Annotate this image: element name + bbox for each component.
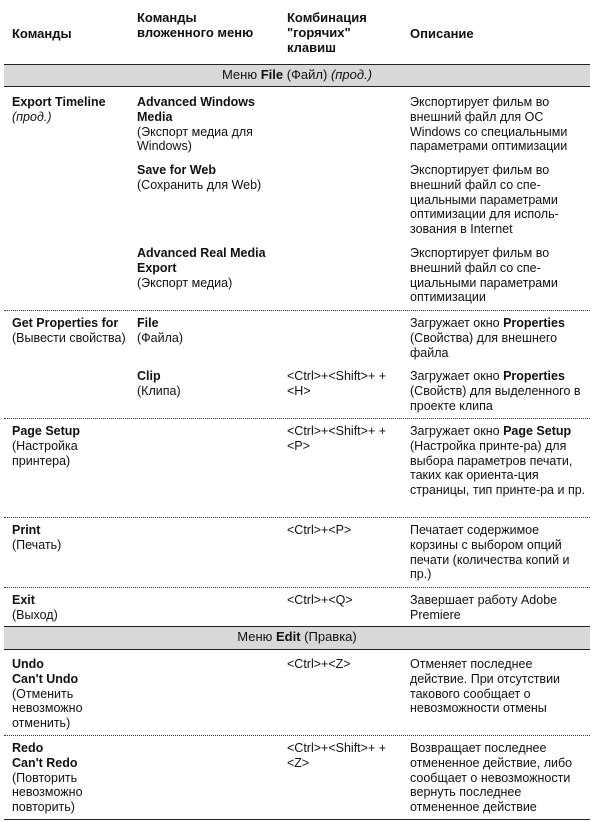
desc-clip-properties xyxy=(410,369,586,413)
header-commands: Команды xyxy=(12,26,72,41)
submenu-translation: (Экспорт медиа для Windows) xyxy=(137,124,253,154)
desc-pre: Загружает окно xyxy=(410,424,504,438)
desc-undo: Отменяет последнее действие. При отсутствии такового сообщает о невозможности отмены xyxy=(410,657,561,716)
desc-pre: Загружает окно xyxy=(410,316,504,330)
exit-cell xyxy=(12,593,130,623)
desc-post: (Свойства) для внешнего файла xyxy=(410,330,558,360)
desc-adv-real-media: Экспортирует фильм во внешний файл со спе-циальными параметрами оптимизации xyxy=(410,246,558,305)
hotkey-undo: <Ctrl>+<Z> xyxy=(287,657,351,671)
print-translation: (Печать) xyxy=(12,537,62,552)
desc-bold: Properties xyxy=(503,369,565,383)
desc-post: (Свойств) для выделенного в проекте клипа xyxy=(410,383,581,413)
desc-pre: Загружает окно xyxy=(410,369,504,383)
cant-redo-cmd: Can't Redo xyxy=(12,755,78,770)
hotkey-print: <Ctrl>+<P> xyxy=(287,523,352,537)
print-cell xyxy=(12,523,130,553)
section-edit-prefix: Меню xyxy=(237,629,276,644)
row-divider xyxy=(4,517,590,518)
submenu-translation: (Файла) xyxy=(137,330,184,345)
submenu-adv-windows-media xyxy=(137,95,281,154)
exit-cmd: Exit xyxy=(12,593,35,607)
page-setup-translation: (Настройка принтера) xyxy=(12,438,78,468)
submenu-clip xyxy=(137,369,281,399)
get-properties-cell xyxy=(12,316,130,346)
section-edit-paren: (Правка) xyxy=(300,629,357,644)
desc-adv-windows-media: Экспортирует фильм во внешний файл для ОС Windows со специальными параметрами оптимизации xyxy=(410,95,568,154)
submenu-translation: (Клипа) xyxy=(137,383,181,398)
desc-redo: Возвращает последнее отмененное действие, либо сообщает о невозможности вернуть последнее отмененное действие xyxy=(410,741,573,815)
page-setup-cell xyxy=(12,424,130,468)
page-setup-cmd: Page Setup xyxy=(12,424,81,438)
export-timeline-note: (прод.) xyxy=(12,109,52,124)
desc-bold: Properties xyxy=(503,316,565,330)
cant-undo-cmd: Can't Undo xyxy=(12,671,79,686)
desc-save-for-web: Экспортирует фильм во внешний файл со спе-циальными параметрами оптимизации для исполь-зования в Internet xyxy=(410,163,559,237)
undo-cmd: Undo xyxy=(12,657,44,671)
submenu-name: Advanced Windows Media xyxy=(137,95,255,124)
submenu-name: Clip xyxy=(137,369,161,383)
table-bottom-rule xyxy=(4,819,590,820)
row-divider xyxy=(4,310,590,311)
section-band-edit xyxy=(4,626,590,650)
hotkey-clip: <Ctrl>+<Shift>+ +<H> xyxy=(287,369,387,398)
section-file-cont: (прод.) xyxy=(330,67,373,82)
submenu-translation: (Экспорт медиа) xyxy=(137,275,233,290)
redo-cmd: Redo xyxy=(12,741,44,755)
section-file-prefix: Меню xyxy=(221,67,261,82)
row-divider xyxy=(4,587,590,588)
exit-translation: (Выход) xyxy=(12,607,58,622)
hotkey-exit: <Ctrl>+<Q> xyxy=(287,593,353,607)
submenu-save-for-web xyxy=(137,163,281,193)
row-divider xyxy=(4,735,590,736)
row-divider xyxy=(4,418,590,419)
redo-cell xyxy=(12,741,130,815)
undo-translation: (Отменить невозможно отменить) xyxy=(12,686,83,731)
section-band-file xyxy=(4,64,590,87)
desc-post: (Настройка принте-ра) для выбора параметров печати, таких как ориента-ция страницы, тип принте-ра и пр. xyxy=(410,438,586,498)
export-timeline-cmd: Export Timeline xyxy=(12,95,106,109)
header-submenu: Команды вложенного меню xyxy=(137,10,254,40)
header-hotkeys: Комбинация "горячих" клавиш xyxy=(287,10,367,55)
submenu-name: File xyxy=(137,316,159,330)
desc-exit: Завершает работу Adobe Premiere xyxy=(410,593,558,622)
desc-page-setup xyxy=(410,424,586,498)
undo-cell xyxy=(12,657,130,731)
section-file-paren: (Файл) xyxy=(283,67,331,82)
hotkey-page-setup: <Ctrl>+<Shift>+ +<P> xyxy=(287,424,387,453)
section-edit-name: Edit xyxy=(276,629,301,644)
print-cmd: Print xyxy=(12,523,41,537)
submenu-adv-real-media xyxy=(137,246,281,290)
desc-print: Печатает содержимое корзины с выбором опций печати (количества копий и пр.) xyxy=(410,523,570,582)
get-properties-translation: (Вывести свойства) xyxy=(12,330,126,345)
section-file-name: File xyxy=(260,67,284,82)
submenu-translation: (Сохранить для Web) xyxy=(137,177,262,192)
submenu-file xyxy=(137,316,281,346)
desc-bold: Page Setup xyxy=(503,424,572,438)
redo-translation: (Повторить невозможно повторить) xyxy=(12,770,83,815)
hotkey-redo: <Ctrl>+<Shift>+ +<Z> xyxy=(287,741,387,770)
submenu-name: Advanced Real Media Export xyxy=(137,246,266,275)
get-properties-cmd: Get Properties for xyxy=(12,316,119,330)
export-timeline-cell xyxy=(12,95,130,125)
header-description: Описание xyxy=(410,26,474,41)
desc-file-properties xyxy=(410,316,586,360)
submenu-name: Save for Web xyxy=(137,163,216,177)
